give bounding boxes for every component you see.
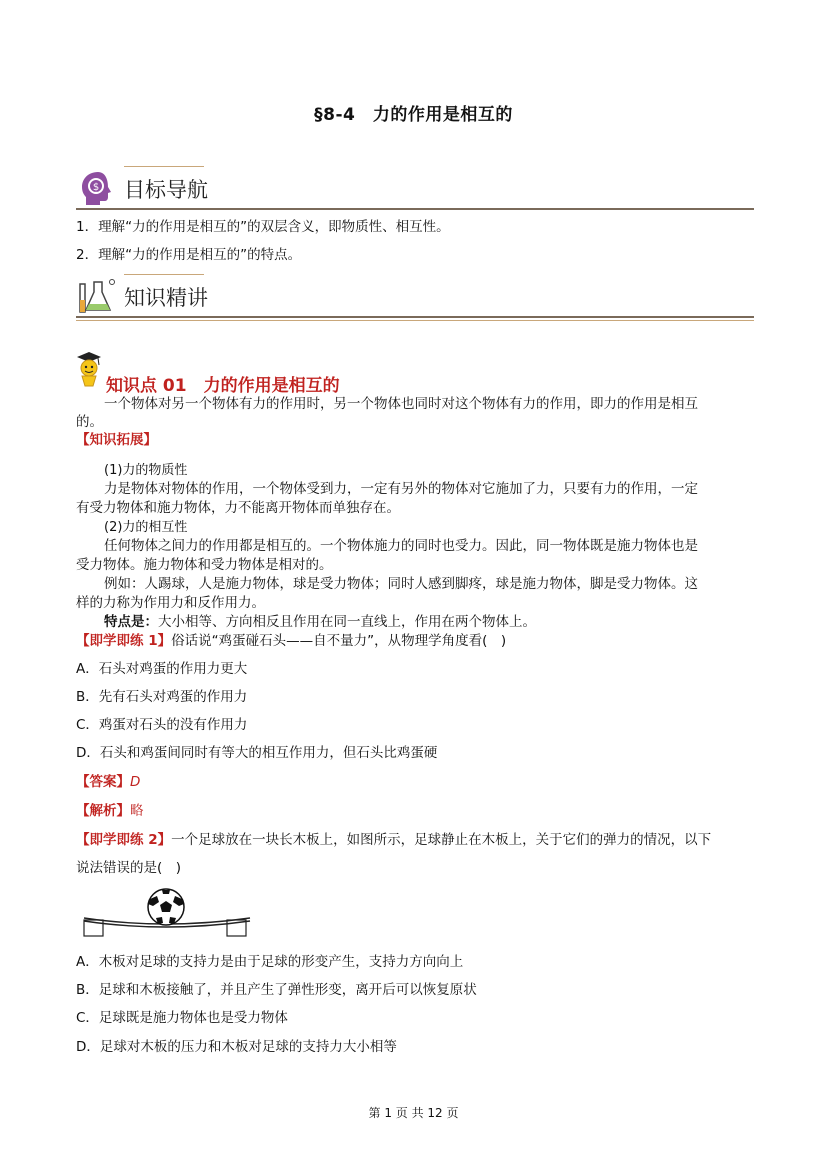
answer-line xyxy=(76,773,756,792)
brain-head-icon xyxy=(76,168,120,208)
question-text-cont: 说法错误的是( ) xyxy=(76,860,182,876)
question-text: 俗话说“鸡蛋碰石头——自不量力”，从物理学角度看( ) xyxy=(171,633,507,649)
option-b: B．先有石头对鸡蛋的作用力 xyxy=(76,689,248,705)
analysis-label: 【解析】 xyxy=(76,803,130,819)
kp-intro-line: 的。 xyxy=(76,414,103,430)
question-2 xyxy=(76,831,756,850)
ext-subtitle: (1)力的物质性 xyxy=(104,463,188,478)
option-b: B．足球和木板接触了，并且产生了弹性形变，离开后可以恢复原状 xyxy=(76,982,477,998)
option-c: C．足球既是施力物体也是受力物体 xyxy=(76,1010,288,1026)
option-a: A．木板对足球的支持力是由于足球的形变产生，支持力方向向上 xyxy=(76,954,464,970)
goal-item: 1．理解“力的作用是相互的”的双层含义，即物质性、相互性。 xyxy=(76,219,450,235)
feature-label: 特点是： xyxy=(104,614,158,630)
question-text: 一个足球放在一块长木板上，如图所示，足球静止在木板上，关于它们的弹力的情况，以下 xyxy=(171,832,712,848)
analysis-line xyxy=(76,802,756,821)
goal-item: 2．理解“力的作用是相互的”的特点。 xyxy=(76,247,302,263)
ext-paragraph-line: 受力物体。施力物体和受力物体是相对的。 xyxy=(76,557,333,573)
answer-label: 【答案】 xyxy=(76,774,130,790)
option-c: C．鸡蛋对石头的没有作用力 xyxy=(76,717,248,733)
ext-subtitle: (2)力的相互性 xyxy=(104,520,188,535)
knowledge-extension-label: 【知识拓展】 xyxy=(76,432,157,448)
option-d: D．石头和鸡蛋间同时有等大的相互作用力，但石头比鸡蛋硬 xyxy=(76,745,438,761)
question-label: 【即学即练 2】 xyxy=(76,832,172,848)
page-footer: 第 1 页 共 12 页 xyxy=(368,1106,459,1120)
question-label: 【即学即练 1】 xyxy=(76,633,172,649)
ext-paragraph-line: 任何物体之间力的作用都是相互的。一个物体施力的同时也受力。因此，同一物体既是施力物体也是 xyxy=(104,538,698,554)
question-1 xyxy=(76,632,756,651)
ext-paragraph-line: 力是物体对物体的作用，一个物体受到力，一定有另外的物体对它施加了力，只要有力的作用，一定 xyxy=(104,481,698,497)
option-a: A．石头对鸡蛋的作用力更大 xyxy=(76,661,248,677)
ext-example-line: 样的力称为作用力和反作用力。 xyxy=(76,595,265,611)
section-header-knowledge xyxy=(76,274,754,318)
feature-text: 大小相等、方向相反且作用在同一直线上，作用在两个物体上。 xyxy=(158,614,536,630)
analysis-value: 略 xyxy=(130,803,144,819)
section-title-goal: 目标导航 xyxy=(124,178,208,202)
flask-icon xyxy=(76,276,120,316)
ext-example-line: 例如：人踢球，人是施力物体，球是受力物体；同时人感到脚疼，球是施力物体，脚是受力物体。这 xyxy=(104,576,698,592)
ball-on-board-figure xyxy=(80,888,260,940)
option-d: D．足球对木板的压力和木板对足球的支持力大小相等 xyxy=(76,1039,397,1055)
knowledge-point-title: 知识点 01 力的作用是相互的 xyxy=(106,376,340,396)
ext-paragraph-line: 有受力物体和施力物体，力不能离开物体而单独存在。 xyxy=(76,500,400,516)
answer-value: D xyxy=(130,774,141,790)
soccer-ball-icon xyxy=(148,889,184,925)
scholar-icon xyxy=(74,350,104,388)
kp-intro-line: 一个物体对另一个物体有力的作用时，另一个物体也同时对这个物体有力的作用，即力的作用是相互 xyxy=(104,396,698,412)
page-title: §8-4 力的作用是相互的 xyxy=(314,105,513,125)
section-header-goal xyxy=(76,166,754,210)
svg-text:$: $ xyxy=(92,182,100,193)
ext-feature-line xyxy=(104,613,756,632)
section-title-knowledge: 知识精讲 xyxy=(124,286,208,310)
